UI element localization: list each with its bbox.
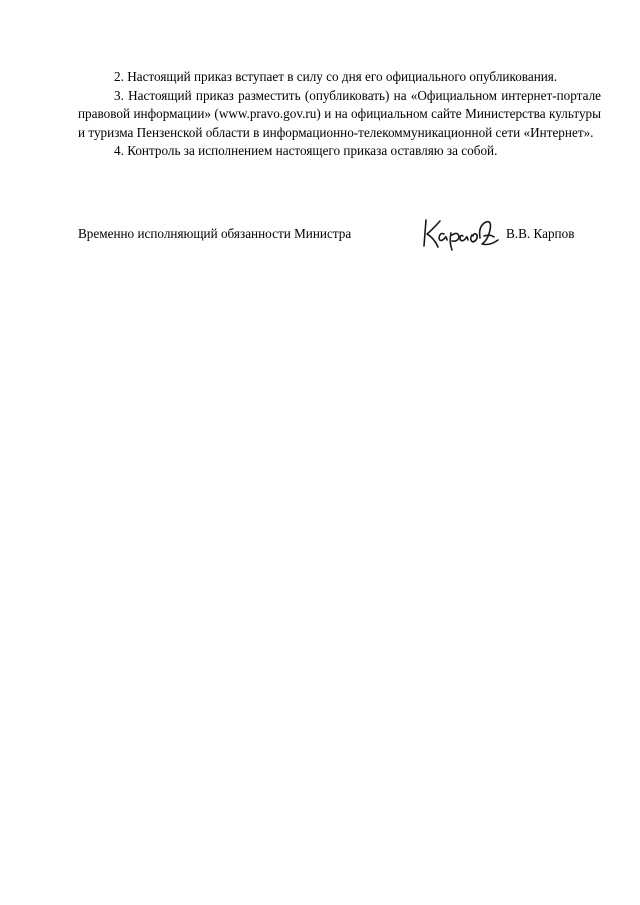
- signatory-name: В.В. Карпов: [506, 226, 575, 241]
- paragraph-control: 4. Контроль за исполнением настоящего приказа оставляю за собой.: [114, 143, 498, 158]
- paragraph-effective-date: 2. Настоящий приказ вступает в силу со дня его официального опубликования.: [114, 69, 558, 84]
- handwritten-signature: [418, 216, 508, 252]
- signatory-position: Временно исполняющий обязанности Министра: [78, 226, 352, 241]
- order-body: [78, 68, 601, 161]
- paragraph-publication: 3. Настоящий приказ разместить (опубликовать) на «Официальном интернет-портале правовой информации» (www.pravo.gov.ru) и на официальном сайте Министерства культуры и туризма Пензенской области в информационно-телекоммуникационной сети «Интернет».: [78, 87, 601, 140]
- signature-block: [78, 216, 601, 256]
